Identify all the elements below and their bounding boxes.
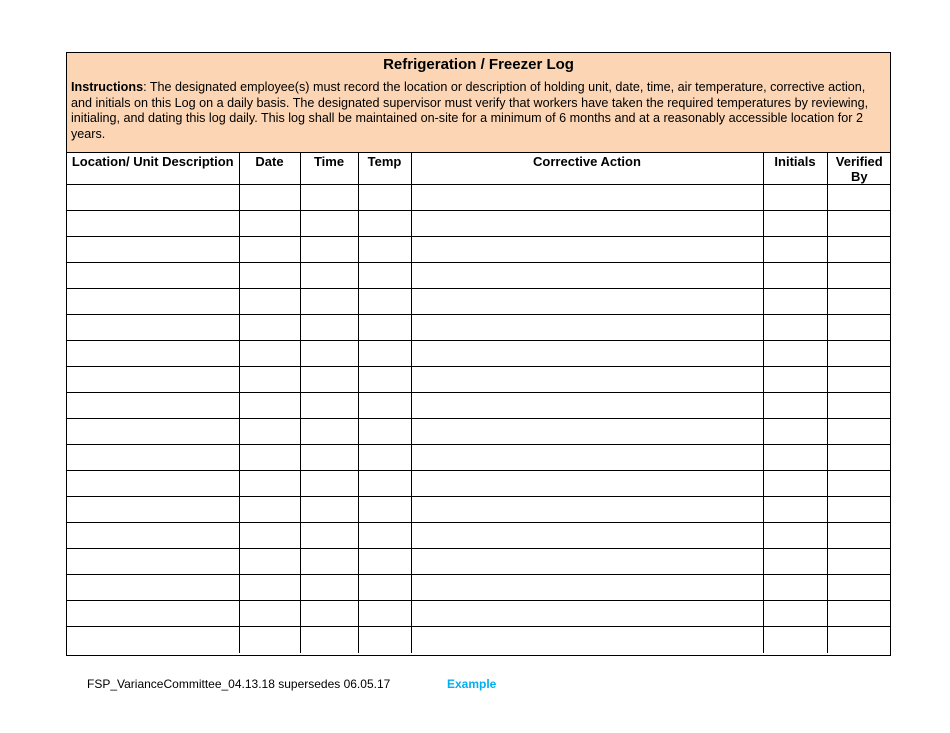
column-header-corrective-action: Corrective Action — [411, 153, 763, 185]
initials-cell[interactable] — [763, 549, 827, 575]
document-id: FSP_VarianceCommittee_04.13.18 supersedes 06.05.17 — [87, 677, 391, 691]
location-cell[interactable] — [67, 211, 239, 237]
initials-cell[interactable] — [763, 237, 827, 263]
log-table-body — [67, 185, 891, 653]
table-row — [67, 315, 891, 341]
corrective-action-cell[interactable] — [411, 627, 763, 653]
corrective-action-cell[interactable] — [411, 549, 763, 575]
initials-cell[interactable] — [763, 523, 827, 549]
verified-by-cell[interactable] — [827, 575, 891, 601]
date-cell[interactable] — [239, 523, 300, 549]
time-cell[interactable] — [300, 523, 358, 549]
date-cell[interactable] — [239, 575, 300, 601]
temp-cell[interactable] — [358, 497, 411, 523]
date-cell[interactable] — [239, 315, 300, 341]
initials-cell[interactable] — [763, 497, 827, 523]
time-cell[interactable] — [300, 445, 358, 471]
date-cell[interactable] — [239, 289, 300, 315]
date-cell[interactable] — [239, 497, 300, 523]
location-cell[interactable] — [67, 263, 239, 289]
form-header — [67, 53, 890, 153]
column-header-temp: Temp — [358, 153, 411, 185]
location-cell[interactable] — [67, 341, 239, 367]
time-cell[interactable] — [300, 549, 358, 575]
table-row — [67, 497, 891, 523]
corrective-action-cell[interactable] — [411, 341, 763, 367]
corrective-action-cell[interactable] — [411, 367, 763, 393]
corrective-action-cell[interactable] — [411, 237, 763, 263]
time-cell[interactable] — [300, 367, 358, 393]
location-cell[interactable] — [67, 237, 239, 263]
location-cell[interactable] — [67, 601, 239, 627]
initials-cell[interactable] — [763, 185, 827, 211]
table-row — [67, 601, 891, 627]
initials-cell[interactable] — [763, 315, 827, 341]
location-cell[interactable] — [67, 289, 239, 315]
date-cell[interactable] — [239, 471, 300, 497]
location-cell[interactable] — [67, 627, 239, 653]
temp-cell[interactable] — [358, 471, 411, 497]
form-title: Refrigeration / Freezer Log — [383, 56, 574, 73]
table-header-row — [67, 153, 891, 185]
table-row — [67, 263, 891, 289]
table-row — [67, 211, 891, 237]
location-cell[interactable] — [67, 549, 239, 575]
location-cell[interactable] — [67, 497, 239, 523]
location-cell[interactable] — [67, 575, 239, 601]
instructions — [71, 80, 886, 142]
corrective-action-cell[interactable] — [411, 601, 763, 627]
temp-cell[interactable] — [358, 185, 411, 211]
instructions-text: : The designated employee(s) must record the location or description of holding unit, date, time, air temperature, corrective action, and initials on this Log on a daily basis. The designated supervisor must verify that workers have taken the required temperatures by reviewing, initialing, and dating this log daily. This log shall be maintained on-site for a minimum of 6 months and at a reasonably accessible location for 2 years. — [71, 80, 869, 141]
verified-by-cell[interactable] — [827, 289, 891, 315]
time-cell[interactable] — [300, 471, 358, 497]
verified-by-cell[interactable] — [827, 315, 891, 341]
verified-by-cell[interactable] — [827, 627, 891, 653]
table-row — [67, 627, 891, 653]
temp-cell[interactable] — [358, 237, 411, 263]
corrective-action-cell[interactable] — [411, 419, 763, 445]
example-label: Example — [447, 677, 497, 691]
temp-cell[interactable] — [358, 315, 411, 341]
table-row — [67, 445, 891, 471]
corrective-action-cell[interactable] — [411, 523, 763, 549]
time-cell[interactable] — [300, 601, 358, 627]
log-table — [67, 153, 891, 653]
time-cell[interactable] — [300, 263, 358, 289]
verified-by-cell[interactable] — [827, 185, 891, 211]
verified-by-cell[interactable] — [827, 263, 891, 289]
temp-cell[interactable] — [358, 341, 411, 367]
initials-cell[interactable] — [763, 211, 827, 237]
location-cell[interactable] — [67, 419, 239, 445]
table-row — [67, 237, 891, 263]
corrective-action-cell[interactable] — [411, 575, 763, 601]
initials-cell[interactable] — [763, 601, 827, 627]
verified-by-cell[interactable] — [827, 237, 891, 263]
initials-cell[interactable] — [763, 393, 827, 419]
corrective-action-cell[interactable] — [411, 263, 763, 289]
verified-by-cell[interactable] — [827, 393, 891, 419]
initials-cell[interactable] — [763, 471, 827, 497]
time-cell[interactable] — [300, 497, 358, 523]
temp-cell[interactable] — [358, 419, 411, 445]
verified-by-cell[interactable] — [827, 341, 891, 367]
table-row — [67, 549, 891, 575]
verified-by-cell[interactable] — [827, 549, 891, 575]
date-cell[interactable] — [239, 549, 300, 575]
time-cell[interactable] — [300, 211, 358, 237]
time-cell[interactable] — [300, 289, 358, 315]
verified-by-cell[interactable] — [827, 523, 891, 549]
temp-cell[interactable] — [358, 289, 411, 315]
initials-cell[interactable] — [763, 419, 827, 445]
date-cell[interactable] — [239, 367, 300, 393]
time-cell[interactable] — [300, 575, 358, 601]
initials-cell[interactable] — [763, 575, 827, 601]
verified-by-cell[interactable] — [827, 445, 891, 471]
verified-by-cell[interactable] — [827, 471, 891, 497]
column-header-time: Time — [300, 153, 358, 185]
column-header-date: Date — [239, 153, 300, 185]
time-cell[interactable] — [300, 419, 358, 445]
temp-cell[interactable] — [358, 367, 411, 393]
table-row — [67, 185, 891, 211]
location-cell[interactable] — [67, 471, 239, 497]
time-cell[interactable] — [300, 315, 358, 341]
temp-cell[interactable] — [358, 263, 411, 289]
temp-cell[interactable] — [358, 445, 411, 471]
location-cell[interactable] — [67, 367, 239, 393]
table-row — [67, 289, 891, 315]
temp-cell[interactable] — [358, 601, 411, 627]
date-cell[interactable] — [239, 627, 300, 653]
time-cell[interactable] — [300, 341, 358, 367]
time-cell[interactable] — [300, 393, 358, 419]
temp-cell[interactable] — [358, 393, 411, 419]
temp-cell[interactable] — [358, 211, 411, 237]
time-cell[interactable] — [300, 237, 358, 263]
initials-cell[interactable] — [763, 341, 827, 367]
date-cell[interactable] — [239, 185, 300, 211]
time-cell[interactable] — [300, 627, 358, 653]
table-row — [67, 471, 891, 497]
temp-cell[interactable] — [358, 549, 411, 575]
log-form — [66, 52, 891, 656]
location-cell[interactable] — [67, 185, 239, 211]
verified-by-cell[interactable] — [827, 419, 891, 445]
table-row — [67, 367, 891, 393]
temp-cell[interactable] — [358, 523, 411, 549]
column-header-location: Location/ Unit Description — [67, 153, 239, 185]
corrective-action-cell[interactable] — [411, 445, 763, 471]
date-cell[interactable] — [239, 237, 300, 263]
verified-by-cell[interactable] — [827, 367, 891, 393]
initials-cell[interactable] — [763, 627, 827, 653]
date-cell[interactable] — [239, 393, 300, 419]
corrective-action-cell[interactable] — [411, 471, 763, 497]
date-cell[interactable] — [239, 419, 300, 445]
verified-by-cell[interactable] — [827, 601, 891, 627]
date-cell[interactable] — [239, 211, 300, 237]
corrective-action-cell[interactable] — [411, 289, 763, 315]
location-cell[interactable] — [67, 393, 239, 419]
instructions-label: Instructions — [71, 80, 144, 94]
corrective-action-cell[interactable] — [411, 393, 763, 419]
location-cell[interactable] — [67, 315, 239, 341]
date-cell[interactable] — [239, 263, 300, 289]
table-row — [67, 419, 891, 445]
table-row — [67, 575, 891, 601]
verified-by-cell[interactable] — [827, 211, 891, 237]
temp-cell[interactable] — [358, 575, 411, 601]
corrective-action-cell[interactable] — [411, 185, 763, 211]
corrective-action-cell[interactable] — [411, 497, 763, 523]
corrective-action-cell[interactable] — [411, 315, 763, 341]
location-cell[interactable] — [67, 445, 239, 471]
corrective-action-cell[interactable] — [411, 211, 763, 237]
date-cell[interactable] — [239, 445, 300, 471]
column-header-initials: Initials — [763, 153, 827, 185]
table-row — [67, 523, 891, 549]
initials-cell[interactable] — [763, 263, 827, 289]
table-row — [67, 341, 891, 367]
initials-cell[interactable] — [763, 289, 827, 315]
column-header-verified-by: Verified By — [827, 153, 891, 185]
date-cell[interactable] — [239, 601, 300, 627]
initials-cell[interactable] — [763, 445, 827, 471]
location-cell[interactable] — [67, 523, 239, 549]
table-row — [67, 393, 891, 419]
date-cell[interactable] — [239, 341, 300, 367]
time-cell[interactable] — [300, 185, 358, 211]
initials-cell[interactable] — [763, 367, 827, 393]
temp-cell[interactable] — [358, 627, 411, 653]
verified-by-cell[interactable] — [827, 497, 891, 523]
